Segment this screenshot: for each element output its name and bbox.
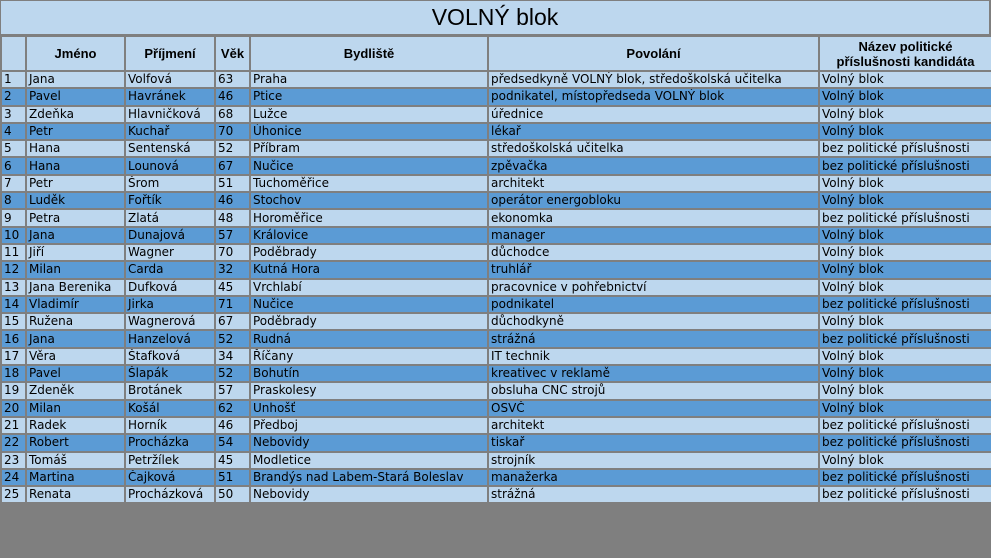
cell-residence: Nučice [250,157,488,174]
candidate-table [0,35,991,504]
cell-age: 46 [215,417,250,434]
table-row [1,140,991,157]
cell-first-name: Martina [26,469,125,486]
cell-age: 32 [215,261,250,278]
cell-first-name: Milan [26,261,125,278]
cell-political-affiliation: Volný blok [819,106,991,123]
cell-number: 18 [1,365,26,382]
cell-first-name: Hana [26,140,125,157]
cell-number: 23 [1,452,26,469]
table-row [1,88,991,105]
cell-occupation: důchodkyně [488,313,819,330]
cell-last-name: Volfová [125,71,215,88]
cell-first-name: Petr [26,123,125,140]
cell-last-name: Fořtík [125,192,215,209]
cell-last-name: Horník [125,417,215,434]
cell-occupation: podnikatel [488,296,819,313]
cell-first-name: Milan [26,400,125,417]
cell-first-name: Robert [26,434,125,451]
table-row [1,71,991,88]
cell-last-name: Hlavničková [125,106,215,123]
cell-first-name: Radek [26,417,125,434]
cell-residence: Úhonice [250,123,488,140]
cell-political-affiliation: Volný blok [819,382,991,399]
cell-last-name: Čajková [125,469,215,486]
cell-residence: Brandýs nad Labem-Stará Boleslav [250,469,488,486]
table-row [1,175,991,192]
cell-occupation: důchodce [488,244,819,261]
cell-age: 45 [215,279,250,296]
cell-occupation: operátor energobloku [488,192,819,209]
cell-age: 51 [215,469,250,486]
cell-number: 9 [1,209,26,226]
cell-number: 20 [1,400,26,417]
cell-last-name: Zlatá [125,209,215,226]
cell-age: 63 [215,71,250,88]
cell-first-name: Tomáš [26,452,125,469]
cell-age: 50 [215,486,250,503]
cell-age: 62 [215,400,250,417]
cell-residence: Vrchlabí [250,279,488,296]
cell-first-name: Jana [26,330,125,347]
table-title: VOLNÝ blok [1,1,989,36]
cell-political-affiliation: Volný blok [819,365,991,382]
cell-last-name: Procházková [125,486,215,503]
cell-number: 19 [1,382,26,399]
cell-residence: Královice [250,227,488,244]
cell-age: 46 [215,192,250,209]
cell-political-affiliation: Volný blok [819,227,991,244]
cell-political-affiliation: Volný blok [819,279,991,296]
cell-age: 46 [215,88,250,105]
cell-occupation: IT technik [488,348,819,365]
cell-occupation: strážná [488,486,819,503]
cell-last-name: Šrom [125,175,215,192]
cell-first-name: Pavel [26,88,125,105]
table-row [1,244,991,261]
table-row [1,382,991,399]
cell-last-name: Procházka [125,434,215,451]
cell-political-affiliation: Volný blok [819,71,991,88]
cell-occupation: ekonomka [488,209,819,226]
cell-residence: Ptice [250,88,488,105]
cell-number: 24 [1,469,26,486]
cell-political-affiliation: bez politické příslušnosti [819,209,991,226]
cell-last-name: Brotánek [125,382,215,399]
cell-occupation: lékař [488,123,819,140]
cell-age: 70 [215,244,250,261]
cell-political-affiliation: Volný blok [819,123,991,140]
cell-number: 2 [1,88,26,105]
table-row [1,400,991,417]
table-row [1,434,991,451]
cell-political-affiliation: Volný blok [819,348,991,365]
cell-occupation: tiskař [488,434,819,451]
cell-political-affiliation: Volný blok [819,175,991,192]
cell-age: 54 [215,434,250,451]
cell-first-name: Zdeňka [26,106,125,123]
cell-last-name: Dunajová [125,227,215,244]
cell-last-name: Kuchař [125,123,215,140]
cell-age: 51 [215,175,250,192]
table-row [1,469,991,486]
cell-age: 45 [215,452,250,469]
table-row [1,157,991,174]
table-row [1,365,991,382]
cell-first-name: Zdeněk [26,382,125,399]
cell-number: 17 [1,348,26,365]
cell-residence: Předboj [250,417,488,434]
cell-first-name: Jana Berenika [26,279,125,296]
header-first-name: Jméno [26,36,125,71]
cell-first-name: Jana [26,71,125,88]
cell-occupation: podnikatel, místopředseda VOLNÝ blok [488,88,819,105]
cell-political-affiliation: Volný blok [819,400,991,417]
cell-number: 15 [1,313,26,330]
cell-occupation: truhlář [488,261,819,278]
cell-first-name: Petr [26,175,125,192]
cell-number: 1 [1,71,26,88]
cell-age: 48 [215,209,250,226]
cell-age: 52 [215,140,250,157]
cell-last-name: Havránek [125,88,215,105]
cell-occupation: kreativec v reklamě [488,365,819,382]
cell-number: 4 [1,123,26,140]
cell-last-name: Wagner [125,244,215,261]
cell-first-name: Luděk [26,192,125,209]
cell-residence: Modletice [250,452,488,469]
header-age: Věk [215,36,250,71]
header-row [1,36,991,71]
header-political-affiliation: Název politické příslušnosti kandidáta [819,36,991,71]
table-row [1,192,991,209]
cell-occupation: pracovnice v pohřebnictví [488,279,819,296]
cell-last-name: Šlapák [125,365,215,382]
header-residence: Bydliště [250,36,488,71]
cell-number: 22 [1,434,26,451]
cell-number: 10 [1,227,26,244]
cell-number: 13 [1,279,26,296]
cell-political-affiliation: bez politické příslušnosti [819,296,991,313]
cell-number: 6 [1,157,26,174]
cell-last-name: Dufková [125,279,215,296]
cell-last-name: Hanzelová [125,330,215,347]
table-row [1,123,991,140]
cell-number: 25 [1,486,26,503]
cell-occupation: manažerka [488,469,819,486]
header-last-name: Příjmení [125,36,215,71]
cell-political-affiliation: bez politické příslušnosti [819,417,991,434]
cell-occupation: architekt [488,175,819,192]
cell-first-name: Ružena [26,313,125,330]
cell-age: 68 [215,106,250,123]
cell-residence: Poděbrady [250,313,488,330]
table-row [1,330,991,347]
table-row [1,452,991,469]
cell-number: 8 [1,192,26,209]
cell-residence: Tuchoměřice [250,175,488,192]
cell-political-affiliation: bez politické příslušnosti [819,486,991,503]
cell-residence: Praskolesy [250,382,488,399]
cell-age: 57 [215,227,250,244]
cell-occupation: zpěvačka [488,157,819,174]
cell-residence: Příbram [250,140,488,157]
cell-political-affiliation: Volný blok [819,88,991,105]
cell-age: 67 [215,313,250,330]
cell-age: 52 [215,330,250,347]
cell-number: 21 [1,417,26,434]
table-row [1,261,991,278]
cell-first-name: Jiří [26,244,125,261]
cell-age: 34 [215,348,250,365]
cell-residence: Poděbrady [250,244,488,261]
table-row [1,348,991,365]
cell-occupation: úřednice [488,106,819,123]
cell-number: 12 [1,261,26,278]
cell-occupation: středoškolská učitelka [488,140,819,157]
cell-last-name: Carda [125,261,215,278]
cell-residence: Kutná Hora [250,261,488,278]
cell-last-name: Lounová [125,157,215,174]
cell-age: 71 [215,296,250,313]
cell-political-affiliation: bez politické příslušnosti [819,330,991,347]
cell-age: 70 [215,123,250,140]
cell-residence: Nučice [250,296,488,313]
cell-age: 57 [215,382,250,399]
cell-number: 16 [1,330,26,347]
cell-first-name: Věra [26,348,125,365]
table-row [1,106,991,123]
header-occupation: Povolání [488,36,819,71]
cell-number: 14 [1,296,26,313]
cell-number: 5 [1,140,26,157]
cell-residence: Rudná [250,330,488,347]
cell-first-name: Renata [26,486,125,503]
cell-first-name: Petra [26,209,125,226]
cell-first-name: Hana [26,157,125,174]
cell-last-name: Košál [125,400,215,417]
table-body [1,71,991,503]
cell-occupation: OSVČ [488,400,819,417]
table-row [1,313,991,330]
table-row [1,417,991,434]
cell-last-name: Štafková [125,348,215,365]
cell-residence: Praha [250,71,488,88]
cell-political-affiliation: Volný blok [819,261,991,278]
cell-residence: Horoměřice [250,209,488,226]
cell-residence: Nebovidy [250,486,488,503]
cell-age: 52 [215,365,250,382]
cell-residence: Bohutín [250,365,488,382]
cell-number: 3 [1,106,26,123]
table-row [1,227,991,244]
cell-residence: Nebovidy [250,434,488,451]
cell-occupation: strojník [488,452,819,469]
table-row [1,279,991,296]
cell-political-affiliation: Volný blok [819,244,991,261]
table-row [1,296,991,313]
cell-number: 7 [1,175,26,192]
cell-political-affiliation: Volný blok [819,313,991,330]
cell-political-affiliation: bez politické příslušnosti [819,157,991,174]
cell-residence: Stochov [250,192,488,209]
cell-occupation: strážná [488,330,819,347]
cell-first-name: Vladimír [26,296,125,313]
cell-occupation: předsedkyně VOLNÝ blok, středoškolská učitelka [488,71,819,88]
cell-age: 67 [215,157,250,174]
cell-first-name: Jana [26,227,125,244]
cell-first-name: Pavel [26,365,125,382]
header-number [1,36,26,71]
cell-occupation: obsluha CNC strojů [488,382,819,399]
cell-political-affiliation: Volný blok [819,452,991,469]
cell-number: 11 [1,244,26,261]
cell-last-name: Petržílek [125,452,215,469]
cell-political-affiliation: bez politické příslušnosti [819,434,991,451]
cell-last-name: Sentenská [125,140,215,157]
cell-last-name: Jirka [125,296,215,313]
cell-residence: Říčany [250,348,488,365]
cell-residence: Lužce [250,106,488,123]
cell-political-affiliation: bez politické příslušnosti [819,140,991,157]
cell-political-affiliation: bez politické příslušnosti [819,469,991,486]
cell-political-affiliation: Volný blok [819,192,991,209]
cell-occupation: architekt [488,417,819,434]
cell-occupation: manager [488,227,819,244]
table-row [1,209,991,226]
cell-residence: Unhošť [250,400,488,417]
cell-last-name: Wagnerová [125,313,215,330]
table-row [1,486,991,503]
